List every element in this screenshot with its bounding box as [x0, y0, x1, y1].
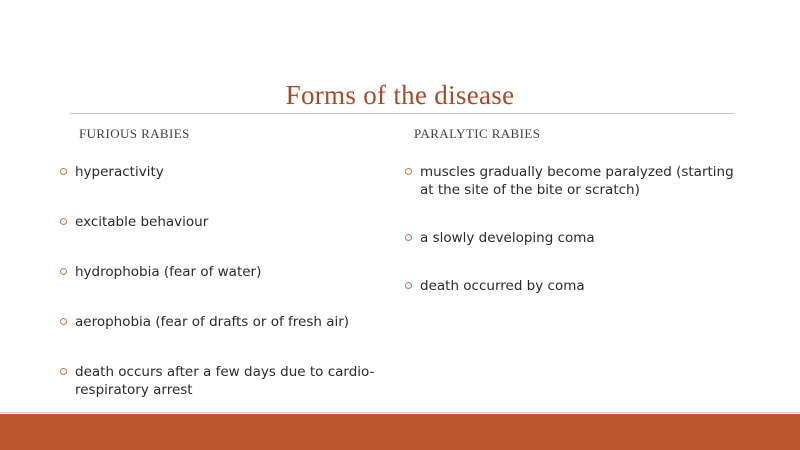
footer-accent-bar [0, 414, 800, 450]
list-item-text: death occurred by coma [420, 278, 585, 294]
list-item-text: aerophobia (fear of drafts or of fresh air) [75, 314, 350, 330]
bullet-circle-icon [405, 234, 412, 241]
list-item-text: a slowly developing coma [420, 230, 595, 246]
list-item [60, 263, 380, 313]
paralytic-rabies-list [405, 163, 745, 325]
list-item-text: death occurs after a few days due to cardio-respiratory arrest [75, 364, 375, 398]
bullet-circle-icon [60, 368, 67, 375]
list-item-text: hydrophobia (fear of water) [75, 264, 262, 280]
list-item [60, 363, 380, 413]
footer-divider [0, 412, 800, 413]
bullet-circle-icon [405, 282, 412, 289]
bullet-circle-icon [60, 268, 67, 275]
title-divider [70, 113, 734, 114]
list-item [60, 163, 380, 213]
paralytic-rabies-heading: PARALYTIC RABIES [414, 126, 541, 141]
bullet-circle-icon [60, 318, 67, 325]
bullet-circle-icon [60, 168, 67, 175]
list-item-text: hyperactivity [75, 164, 164, 180]
slide-title: Forms of the disease [285, 80, 515, 110]
furious-rabies-list [60, 163, 380, 413]
list-item [60, 313, 380, 363]
bullet-circle-icon [405, 168, 412, 175]
list-item [405, 229, 745, 277]
list-item [405, 163, 745, 229]
list-item [405, 277, 745, 325]
list-item [60, 213, 380, 263]
list-item-text: muscles gradually become paralyzed (starting at the site of the bite or scratch) [420, 164, 734, 198]
list-item-text: excitable behaviour [75, 214, 209, 230]
furious-rabies-heading: FURIOUS RABIES [79, 126, 190, 141]
bullet-circle-icon [60, 218, 67, 225]
